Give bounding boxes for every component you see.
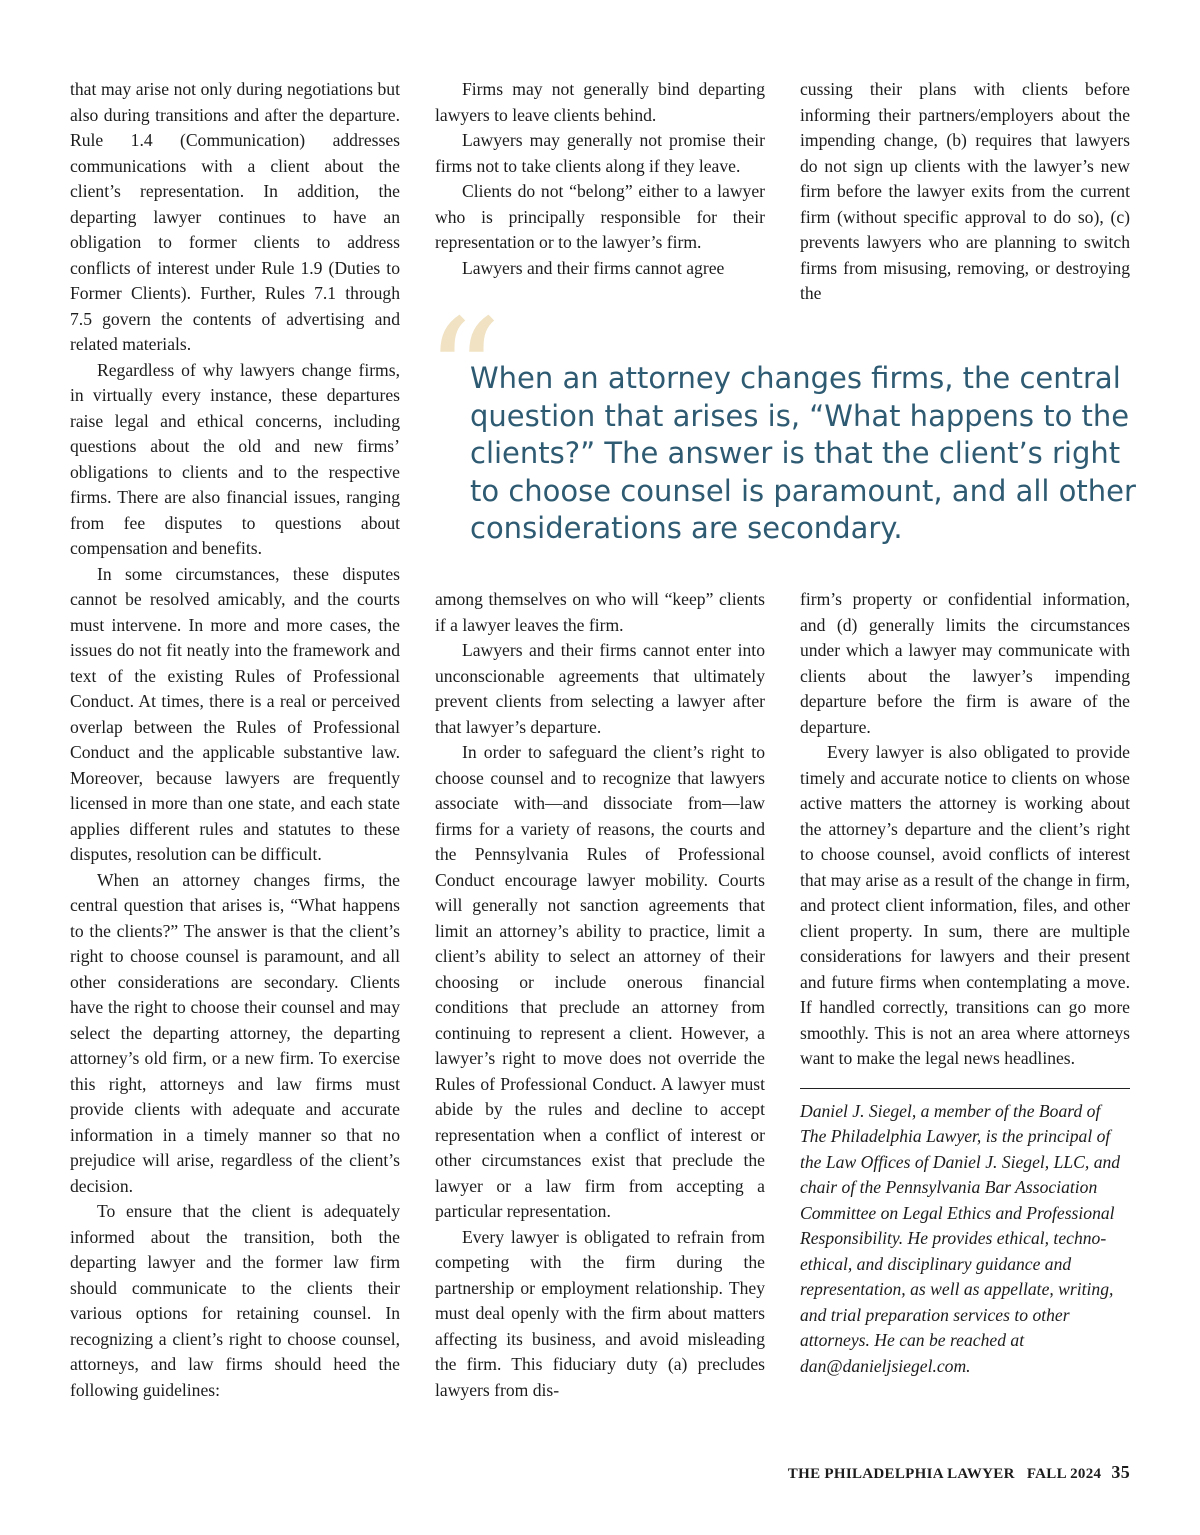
guideline-paragraph: Lawyers may generally not promise their firms not to take clients along if they leave. <box>435 130 765 176</box>
paragraph: firm’s property or confidential information, and (d) generally limits the circumstances under which a lawyer may communicate with clients about the lawyer’s impending departure before the firm is aware of the departure. <box>800 589 1130 737</box>
paragraph: When an attorney changes firms, the central question that arises is, “What happens to the clients?” The answer is that the client’s right to choose counsel is paramount, and all other considerations are secondary. Clients have the right to choose their counsel and may select the departing attorney, the departing attorney’s old firm, or a new firm. To exercise this right, attorneys and law firms must provide clients with adequate and accurate information in a timely manner so that no prejudice will arise, regardless of the client’s decision. <box>70 869 400 1196</box>
paragraph: Every lawyer is also obligated to provide timely and accurate notice to clients on whose active matters the attorney is working about the attorney’s departure and the client’s right to choose counsel, avoid conflicts of interest that may arise as a result of the change in firm, and protect client information, files, and other client property. In sum, there are multiple considerations for lawyers and their present and future firms when contemplating a move. If handled correctly, transitions can go more smoothly. This is not an area where attorneys want to make the legal news headlines. <box>800 742 1130 1068</box>
article-column-3-top <box>800 77 1130 307</box>
page-number: 35 <box>1111 1462 1130 1482</box>
paragraph: cussing their plans with clients before informing their partners/employers about the impending change, (b) requires that lawyers do not sign up clients with the lawyer’s new firm before the lawyer exits from the current firm (without specific approval to do so), (c) prevents lawyers who are planning to switch firms from misusing, removing, or destroying the <box>800 79 1130 303</box>
paragraph: Lawyers and their firms cannot enter into unconscionable agreements that ultimately prevent clients from selecting a lawyer after that lawyer’s departure. <box>435 640 765 737</box>
page-footer <box>788 1462 1130 1483</box>
issue-label: FALL 2024 <box>1026 1466 1102 1482</box>
article-column-1 <box>70 77 400 1403</box>
quote-mark-icon: “ <box>425 288 502 462</box>
publication-name: THE PHILADELPHIA LAWYER <box>787 1466 1015 1482</box>
guideline-paragraph: Lawyers and their firms cannot agree <box>462 257 725 278</box>
pull-quote: When an attorney changes firms, the central question that arises is, “What happens to the clients?” The answer is that the client’s right to choose counsel is paramount, and all other considerations are secondary. <box>470 361 1136 545</box>
divider <box>800 1088 1130 1089</box>
article-column-2-top <box>435 77 765 281</box>
guideline-paragraph: Firms may not generally bind departing lawyers to leave clients behind. <box>435 79 765 125</box>
author-bio: Daniel J. Siegel, a member of the Board of The Philadelphia Lawyer, is the principal of the Law Offices of Daniel J. Siegel, LLC, and chair of the Pennsylvania Bar Association Committee on Legal Ethics and Professional Responsibility. He provides ethical, techno-ethical, and disciplinary guidance and representation, as well as appellate, writing, and trial preparation services to other attorneys. He can be reached at dan@danieljsiegel.com. <box>800 1100 1121 1376</box>
article-column-2-bottom <box>435 587 765 1403</box>
paragraph: Regardless of why lawyers change firms, in virtually every instance, these departures raise legal and ethical concerns, including questions about the old and new firms’ obligations to clients and to the respective firms. There are also financial issues, ranging from fee disputes to questions about compensation and benefits. <box>70 359 400 558</box>
paragraph: among themselves on who will “keep” clients if a lawyer leaves the firm. <box>435 589 765 635</box>
article-column-3-bottom <box>800 587 1130 1379</box>
paragraph: In order to safeguard the client’s right to choose counsel and to recognize that lawyers associate with—and dissociate from—law firms for a variety of reasons, the courts and the Pennsylvania Rules of Professional Conduct encourage lawyer mobility. Courts will generally not sanction agreements that limit an attorney’s ability to practice, limit a client’s ability to select an attorney of their choosing or include onerous financial conditions that preclude an attorney from continuing to represent a client. However, a lawyer’s right to move does not override the Rules of Professional Conduct. A lawyer must abide by the rules and decline to accept representation when a conflict of interest or other circumstances exist that preclude the lawyer or a law firm from accepting a particular representation. <box>435 742 765 1221</box>
paragraph: In some circumstances, these disputes cannot be resolved amicably, and the courts must intervene. In more and more cases, the issues do not fit neatly into the framework and text of the existing Rules of Professional Conduct. At times, there is a real or perceived overlap between the Rules of Professional Conduct and the applicable substantive law. Moreover, because lawyers are frequently licensed in more than one state, and each state applies different rules and statutes to these disputes, resolution can be difficult. <box>70 563 400 864</box>
guideline-paragraph: Clients do not “belong” either to a lawyer who is principally responsible for their representation or to the lawyer’s firm. <box>435 181 765 252</box>
paragraph: that may arise not only during negotiations but also during transitions and after the departure. Rule 1.4 (Communication) addresses communications with a client about the client’s representation. In addition, the departing lawyer continues to have an obligation to former clients to address conflicts of interest under Rule 1.9 (Duties to Former Clients). Further, Rules 7.1 through 7.5 govern the contents of advertising and related materials. <box>70 79 400 354</box>
paragraph: To ensure that the client is adequately informed about the transition, both the departing lawyer and the former law firm should communicate to the clients their various options for retaining counsel. In recognizing a client’s right to choose counsel, attorneys, and law firms should heed the following guidelines: <box>70 1201 400 1400</box>
paragraph: Every lawyer is obligated to refrain from competing with the firm during the partnership or employment relationship. They must deal openly with the firm about matters affecting its business, and avoid misleading the firm. This fiduciary duty (a) precludes lawyers from dis- <box>435 1226 765 1400</box>
